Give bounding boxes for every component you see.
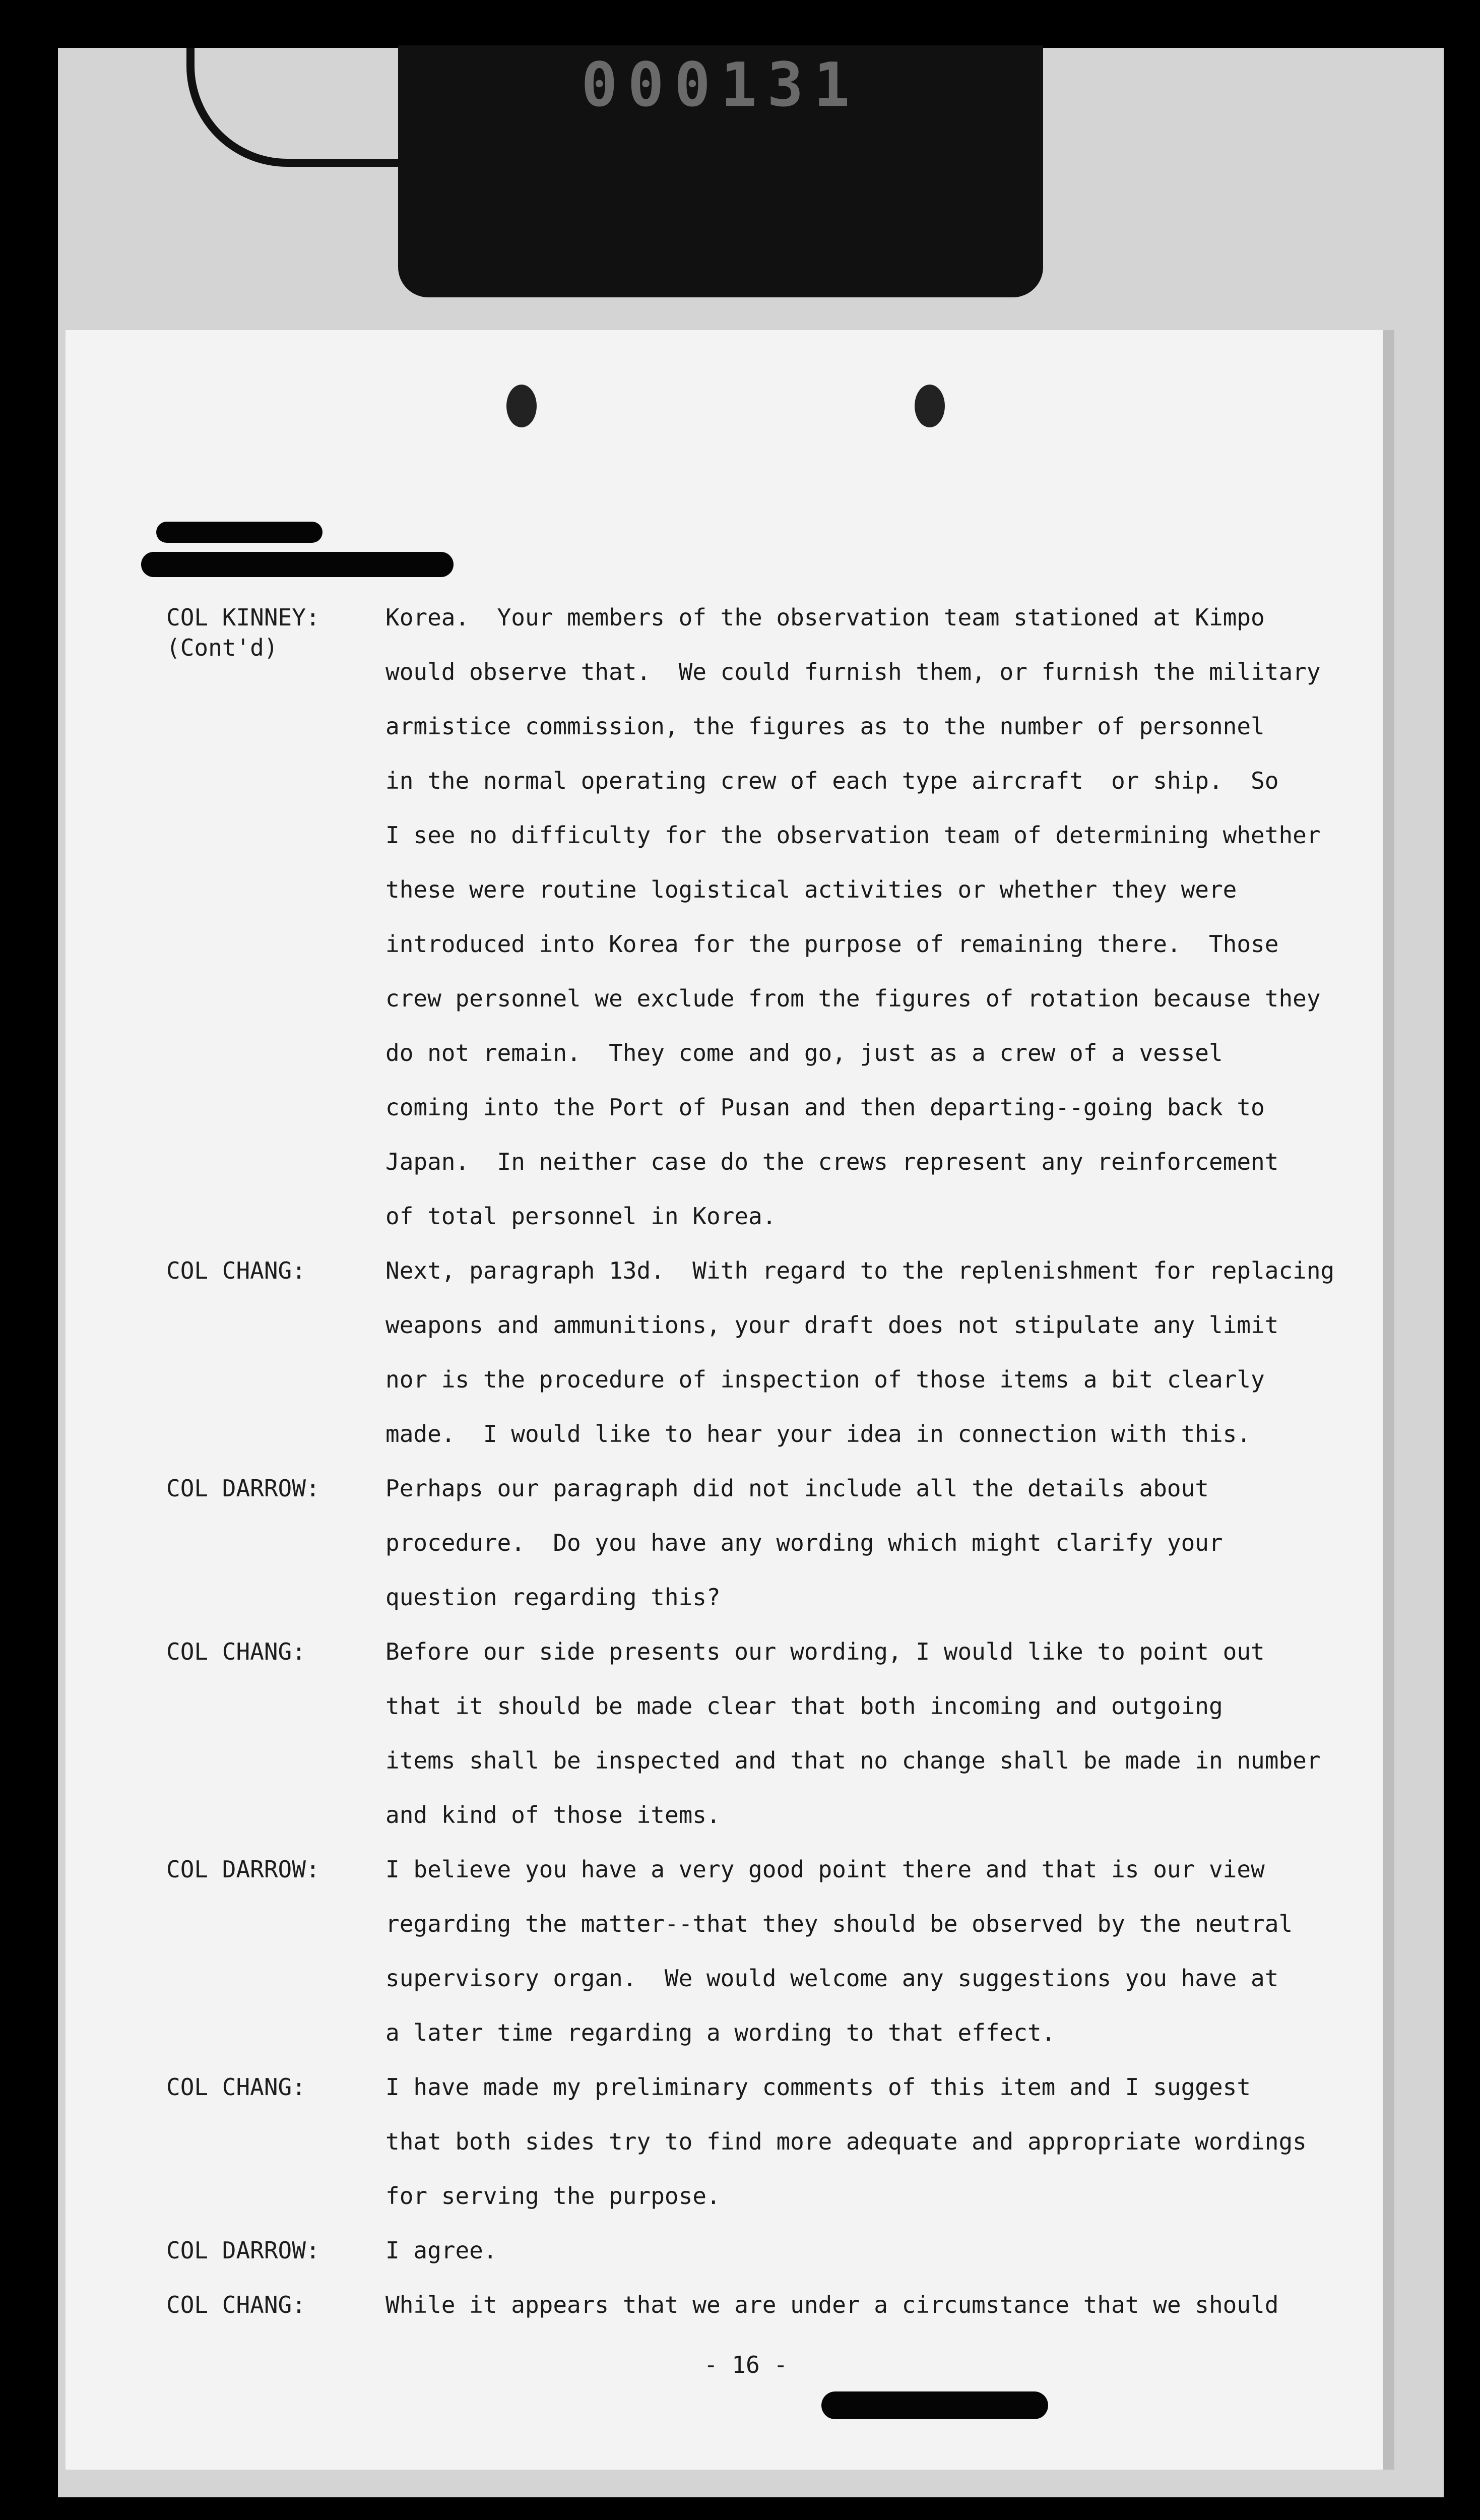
transcript-line: nor is the procedure of inspection of those items a bit clearly [385,1366,1265,1393]
transcript-line: procedure. Do you have any wording which might clarify your [385,1529,1223,1556]
redaction-bar [156,522,323,543]
transcript-line: would observe that. We could furnish them, or furnish the military [385,658,1321,685]
transcript-line: for serving the purpose. [385,2182,721,2210]
speaker-label: COL DARROW: [166,1856,320,1883]
transcript-line: supervisory organ. We would welcome any suggestions you have at [385,1965,1279,1992]
transcript-line: I have made my preliminary comments of this item and I suggest [385,2073,1251,2101]
transcript-line: armistice commission, the figures as to the number of personnel [385,713,1265,740]
redaction-bar [821,2391,1048,2419]
punch-hole-left [506,385,537,427]
transcript-line: a later time regarding a wording to that effect. [385,2019,1056,2046]
transcript-line: made. I would like to hear your idea in connection with this. [385,1420,1251,1447]
speaker-label: COL CHANG: [166,2291,306,2318]
transcript-line: items shall be inspected and that no change shall be made in number [385,1747,1321,1774]
transcript-line: introduced into Korea for the purpose of remaining there. Those [385,930,1279,958]
transcript-line: Next, paragraph 13d. With regard to the replenishment for replacing [385,1257,1335,1284]
transcript-line: crew personnel we exclude from the figures of rotation because they [385,985,1321,1012]
transcript-line: regarding the matter--that they should be observed by the neutral [385,1910,1293,1937]
speaker-label: COL CHANG: [166,1257,306,1284]
transcript-line: and kind of those items. [385,1801,721,1829]
frame-number: 000131 [581,50,860,120]
transcript-line: weapons and ammunitions, your draft does not stipulate any limit [385,1311,1279,1339]
transcript-line: I see no difficulty for the observation team of determining whether [385,822,1321,849]
page-number: - 16 - [703,2351,788,2378]
transcript-line: in the normal operating crew of each type aircraft or ship. So [385,767,1279,794]
transcript-page [66,330,1383,2470]
transcript-line: While it appears that we are under a circumstance that we should [385,2291,1279,2318]
transcript-line: Before our side presents our wording, I would like to point out [385,1638,1265,1665]
speaker-label: COL DARROW: [166,2237,320,2264]
transcript-line: Korea. Your members of the observation team stationed at Kimpo [385,604,1265,631]
transcript-line: that it should be made clear that both incoming and outgoing [385,1692,1223,1720]
speaker-label: COL CHANG: [166,1638,306,1665]
redaction-bar [141,552,454,577]
transcript-line: I agree. [385,2237,497,2264]
punch-hole-right [915,385,945,427]
transcript-line: that both sides try to find more adequate and appropriate wordings [385,2128,1307,2155]
transcript-line: question regarding this? [385,1584,721,1611]
speaker-label: COL CHANG: [166,2073,306,2101]
transcript-line: Japan. In neither case do the crews represent any reinforcement [385,1148,1279,1175]
speaker-label: COL KINNEY: (Cont'd) [166,604,320,661]
transcript-line: do not remain. They come and go, just as a crew of a vessel [385,1039,1223,1066]
transcript-line: I believe you have a very good point there and that is our view [385,1856,1265,1883]
frame-counter-stamp [398,45,1043,297]
transcript-line: these were routine logistical activities or whether they were [385,876,1237,903]
transcript-line: coming into the Port of Pusan and then departing--going back to [385,1094,1265,1121]
transcript-line: Perhaps our paragraph did not include all the details about [385,1475,1209,1502]
speaker-label: COL DARROW: [166,1475,320,1502]
transcript-line: of total personnel in Korea. [385,1203,777,1230]
